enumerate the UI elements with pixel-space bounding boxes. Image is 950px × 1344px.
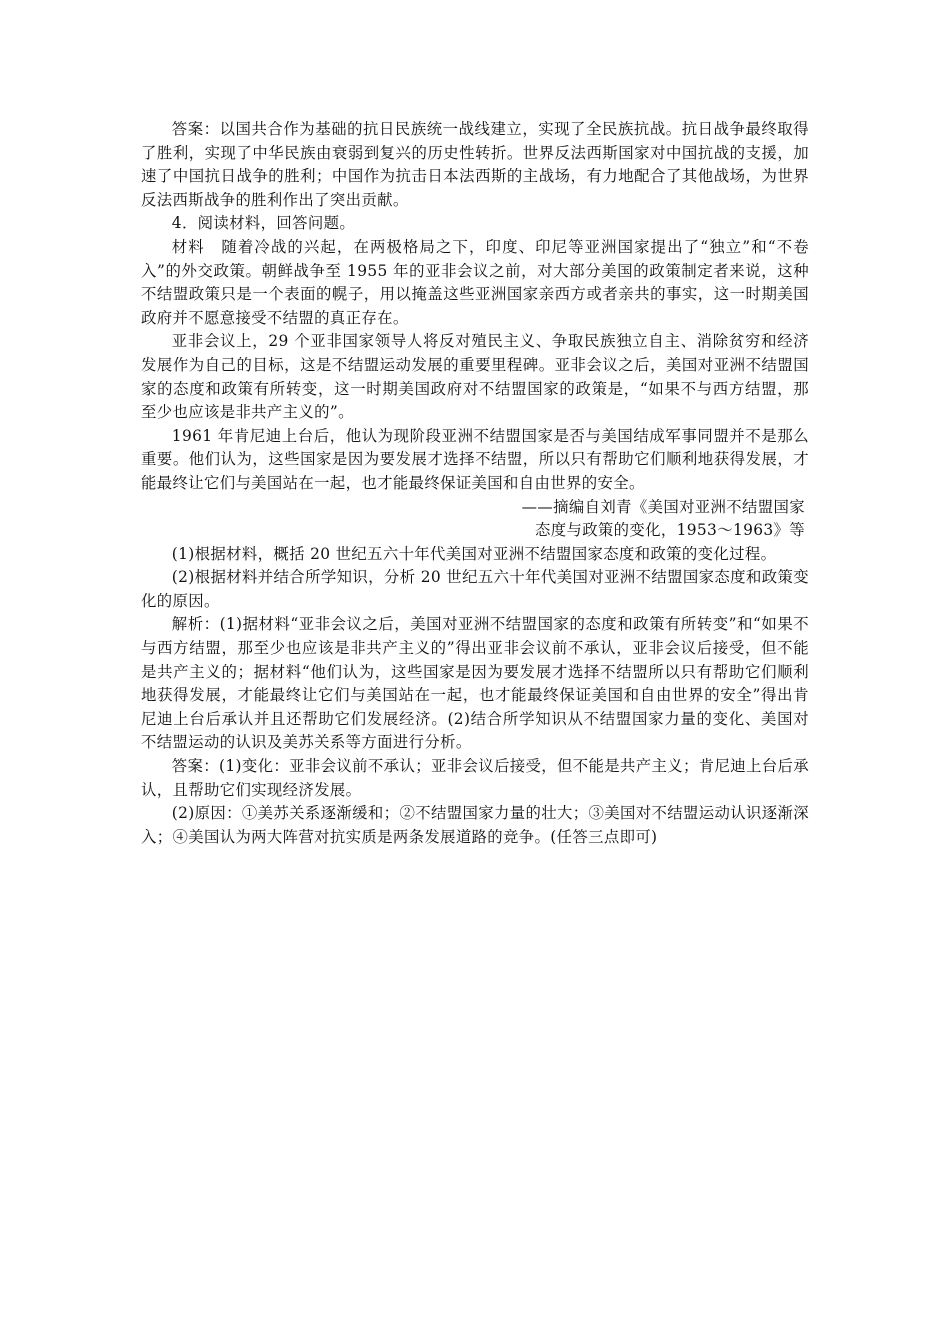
- answer-q3: 答案：以国共合作为基础的抗日民族统一战线建立，实现了全民族抗战。抗日战争最终取得了胜利，实现了中华民族由衰弱到复兴的历史性转折。世界反法西斯国家对中国抗战的支援，加速了中国抗日战争的胜利；中国作为抗击日本法西斯的主战场，有力地配合了其他战场，为世界反法西斯战争的胜利作出了突出贡献。: [141, 120, 809, 209]
- analysis: 解析：(1)据材料“亚非会议之后，美国对亚洲不结盟国家的态度和政策有所转变”和“如果不与西方结盟，那至少也应该是非共产主义的”得出亚非会议前不承认，亚非会议后接受，但不能是共产主义的；据材料“他们认为，这些国家是因为要发展才选择不结盟所以只有帮助它们顺利地获得发展，才能最终让它们与美国站在一起，也才能最终保证美国和自由世界的安全”得出肯尼迪上台后承认并且还帮助它们发展经济。(2)结合所学知识从不结盟国家力量的变化、美国对不结盟运动的认识及美苏关系等方面进行分析。: [141, 615, 809, 752]
- question-4-stem: 4．阅读材料，回答问题。: [171, 214, 356, 233]
- material-paragraph-3: 1961 年肯尼迪上台后，他认为现阶段亚洲不结盟国家是否与美国结成军事同盟并不是那么重要。他们认为，这些国家是因为要发展才选择不结盟，所以只有帮助它们顺利地获得发展，才能最终让它们与美国站在一起，也才能最终保证美国和自由世界的安全。: [141, 426, 809, 492]
- material-paragraph-1: 材料 随着冷战的兴起，在两极格局之下，印度、印尼等亚洲国家提出了“独立”和“不卷入”的外交政策。朝鲜战争至 1955 年的亚非会议之前，对大部分美国的政策制定者来说，这种不结盟政策只是一个表面的幌子，用以掩盖这些亚洲国家亲西方或者亲共的事实，这一时期美国政府并不愿意接受不结盟的真正存在。: [141, 237, 809, 327]
- source-citation-line-2: 态度与政策的变化，1953～1963》等: [534, 521, 805, 540]
- source-citation-line-1: ——摘编自刘青《美国对亚洲不结盟国家: [521, 497, 805, 516]
- answer-part-2: (2)原因：①美苏关系逐渐缓和；②不结盟国家力量的壮大；③美国对不结盟运动认识逐渐深入；④美国认为两大阵营对抗实质是两条发展道路的竞争。(任答三点即可): [141, 804, 809, 846]
- document-body: [141, 118, 809, 849]
- sub-question-2: (2)根据材料并结合所学知识，分析 20 世纪五六十年代美国对亚洲不结盟国家态度和政策变化的原因。: [141, 568, 809, 610]
- material-paragraph-2: 亚非会议上，29 个亚非国家领导人将反对殖民主义、争取民族独立自主、消除贫穷和经济发展作为自己的目标，这是不结盟运动发展的重要里程碑。亚非会议之后，美国对亚洲不结盟国家的态度和政策有所转变，这一时期美国政府对不结盟国家的政策是，“如果不与西方结盟，那至少也应该是非共产主义的”。: [141, 332, 809, 422]
- sub-question-1: (1)根据材料，概括 20 世纪五六十年代美国对亚洲不结盟国家态度和政策的变化过程。: [171, 544, 777, 563]
- answer-part-1: 答案：(1)变化：亚非会议前不承认；亚非会议后接受，但不能是共产主义；肯尼迪上台后承认，且帮助它们实现经济发展。: [141, 757, 809, 799]
